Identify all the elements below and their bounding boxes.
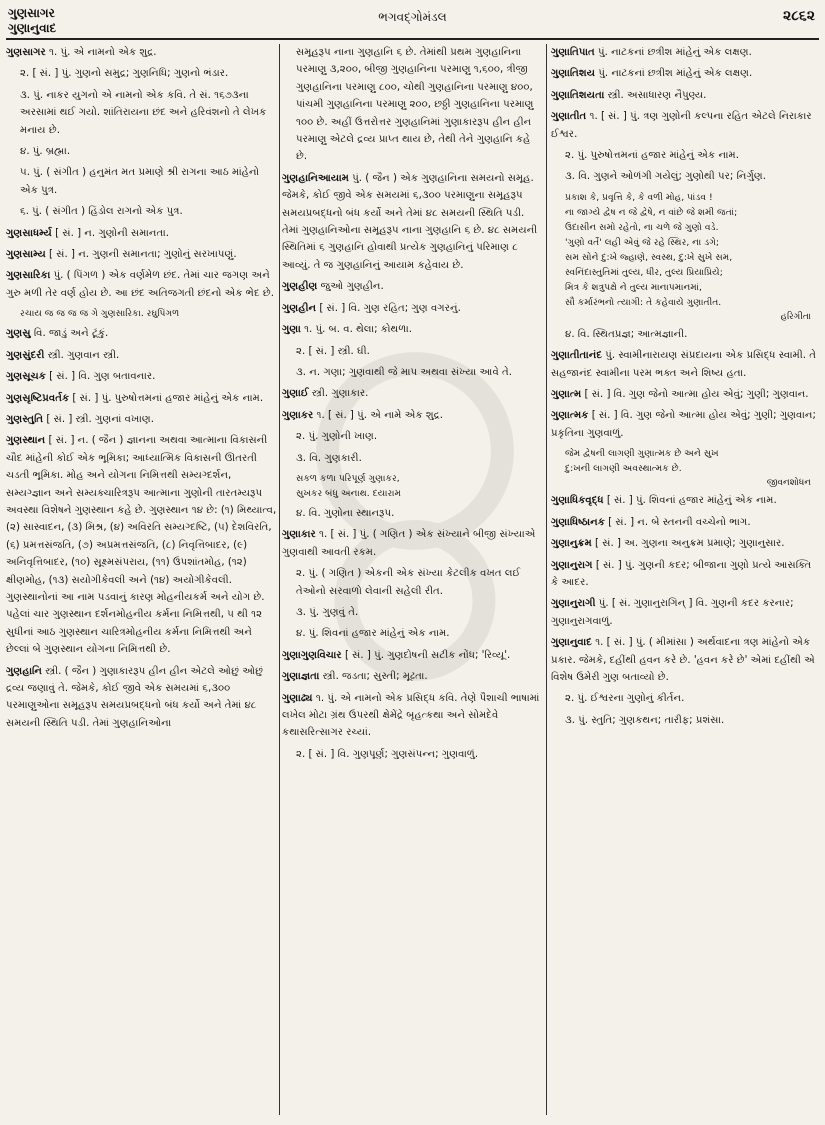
- dictionary-entry: [6, 368, 278, 385]
- dictionary-entry: [282, 668, 543, 685]
- entry-sense: ૩. પું. ગુણવું તે.: [296, 606, 359, 618]
- entry-definition: ૧. [ સં. ] પું. ત્રણ ગુણોની કલ્પના રહિત એટલે નિરાકાર ઈશ્વર.: [551, 111, 812, 140]
- entry-quotation: જેમ દ્વેષની લાગણી ગુણાત્મક છે અને સુખ દુ:ખની લાગણી અવસ્થાત્મક છે.: [565, 448, 719, 475]
- dictionary-entry: [6, 44, 278, 61]
- dictionary-entry: [551, 557, 817, 592]
- dictionary-entry: [551, 514, 817, 531]
- entry-headword: ગુણાધિકવૃદ્ધ: [551, 495, 604, 507]
- column-divider: [279, 44, 280, 1115]
- entry-definition: [ સં. ] ન. ( જૈન ) જ્ઞાનના અથવા આત્માના વિકાસની ચૌદ માંહેની કોઈ એક ભૂમિકા; આધ્યાત્મિક વિકાસની ઊતરતી ચડતી ભૂમિકા. મોહ અને યોગના નિમિત્તથી સમ્યગ્દર્શન, સમ્યગ્જ્ઞાન અને સમ્યક્ચારિત્રરૂપ આત્માના ગુણોની તારતમ્યરૂપ અવસ્થા વિશેષને ગુણસ્થાન કહે છે. ગુણસ્થાન ૧૪ છે: (૧) મિથ્યાત્વ, (૨) સાસ્વાદન, (૩) મિશ્ર, (૪) અવિરતિ સમ્યગ્દષ્ટિ, (૫) દેશવિરતિ, (૬) પ્રમત્તસંજતિ, (૭) અપ્રમત્તસંજતિ, (૮) નિવૃત્તિબાદર, (૯) અનિવૃત્તિબાદર, (૧૦) સૂક્ષ્મસંપરાય, (૧૧) ઉપશાંતમોહ, (૧૨) ક્ષીણમોહ, (૧૩) સયોગીકેવલી અને (૧૪) અયોગીકેવલી. ગુણસ્થાનોનાં આ નામ પડવાનું કારણ મોહનીયકર્મ અને યોગ છે. પહેલાં ચાર ગુણસ્થાન દર્શનમોહનીય કર્મના નિમિત્તથી, ૫ થી ૧૨ સુધીનાં આઠ ગુણસ્થાન ચારિત્રમોહનીય કર્મના નિમિત્તથી અને છેલ્લાં બે ગુણસ્થાન યોગના નિમિત્તથી છે.: [6, 435, 277, 656]
- entry-definition: પું. નાટકનાં છત્રીશ માંહેનું એક લક્ષણ.: [594, 47, 752, 58]
- entry-definition: ૧. પું. એ નામનો એક પ્રસિદ્ધ કવિ. તેણે પૈશાચી ભાષામાં લખેલ મોટા ગ્રંથ ઉપરથી ક્ષેમેંદ્રે બૃહત્કથા અને સોમદેવે કથાસરિત્સાગર રચ્યાં.: [282, 692, 540, 739]
- entry-definition: [ સં. ] વિ. ગુણ બતાવનાર.: [45, 371, 156, 383]
- entry-sense: ૨. પું. ઈશ્વરના ગુણોનું કીર્તન.: [565, 693, 685, 705]
- dictionary-entry: [282, 407, 543, 424]
- entry-sense: ૪. પું. બ્રહ્મા.: [20, 146, 71, 158]
- dictionary-entry: [551, 634, 817, 686]
- dictionary-entry: [551, 535, 817, 552]
- dictionary-entry: [282, 278, 543, 295]
- dictionary-entry: [6, 663, 278, 733]
- entry-headword: ગુણાનુરાગી: [551, 598, 596, 610]
- dictionary-entry: [282, 526, 543, 561]
- dictionary-entry: [551, 87, 817, 104]
- entry-headword: ગુણાકાર: [282, 529, 316, 541]
- entry-definition: [ સં. ] પું. પુરુષોત્તમનાં હજાર માંહેનું એક નામ.: [69, 392, 264, 404]
- entry-headword: ગુણહાનિઆયામ: [282, 172, 349, 184]
- dictionary-entry: [551, 44, 817, 61]
- dictionary-entry: [282, 170, 543, 274]
- dictionary-entry: [551, 492, 817, 509]
- entry-headword: ગુણાગુણવિચાર: [282, 649, 342, 661]
- entry-sense: ૨. પું. પુરુષોત્તમનાં હજાર માંહેનું એક નામ.: [565, 150, 739, 162]
- entry-quotation: સકળ કળા પરિપૂર્ણ ગુણાકર, સુખકર બંધુ અનાથ. દયારામ: [296, 472, 402, 499]
- entry-sense: ૬. પું. ( સંગીત ) હિંડોલ રાગનો એક પુત્ર.: [20, 206, 183, 218]
- dictionary-entry: [282, 385, 543, 402]
- entry-definition: ૧. [ સં. ] પું. એ નામે એક શુદ્ર.: [313, 409, 444, 421]
- entry-quotation: રચાય જ જ જ જ ગે ગુણસારિકા. રઘુપિંગળ: [20, 308, 180, 320]
- guide-word-first: ગુણસાગર: [8, 6, 55, 20]
- entry-definition: સ્ત્રી. જડતા; સુસ્તી; મૂઢતા.: [319, 671, 428, 683]
- entry-definition: ૧. [ સં. ] પું. ( ગણિત ) એક સંખ્યાને બીજી સંખ્યાએ ગુણવાથી આવતી રકમ.: [282, 529, 536, 558]
- entry-definition: [ સં. ] પું. ગુણદોષની સટીક નોંધ; 'રિવ્યૂ'.: [341, 649, 511, 661]
- entry-headword: ગુણસ્તુતિ: [6, 413, 44, 425]
- entry-definition: [ સં. ] અ. ગુણના અનુક્રમ પ્રમાણે; ગુણાનુસાર.: [591, 538, 785, 550]
- entry-definition: સ્ત્રી. ગુણવાન સ્ત્રી.: [44, 349, 120, 361]
- entry-definition: [ સં. ] વિ. ગુણ જેનો આત્મા હોય એવું; ગુણી; ગુણવાન; પ્રકૃતિના ગુણવાળું.: [551, 410, 816, 439]
- entry-headword: ગુણાનુક્રમ: [551, 538, 592, 550]
- entry-headword: ગુણાઢ્ય: [282, 692, 313, 704]
- entry-headword: ગુણાનુરાગ: [551, 559, 593, 571]
- dictionary-entry: [6, 267, 278, 302]
- entry-definition: [ સં. ] વિ. ગુણ જેનો આત્મા હોય એવું; ગુણી; ગુણવાન.: [581, 389, 809, 401]
- entry-headword: ગુણસામ્ય: [6, 249, 46, 261]
- quotation-source: જીવનશોધન: [766, 478, 811, 489]
- entry-sense: ૪. વિ. સ્થિતપ્રજ્ઞ; આત્મજ્ઞાની.: [565, 328, 688, 340]
- entry-headword: ગુણાનુવાદ: [551, 637, 592, 649]
- entry-sense: ૪. પું. શિવનાં હજાર માંહેનું એક નામ.: [296, 628, 450, 640]
- dictionary-entry: [6, 225, 278, 242]
- dictionary-entry: [551, 386, 817, 403]
- header-rule: [6, 38, 819, 40]
- entry-sense: ૩. પું. નાકર યુગનો એ નામનો એક કવિ. તે સં. ૧૬૭૩ના અરસામાં થઈ ગયો. શાંતિરાયના છંદ અને હરિવંશનો તે લેખક મનાય છે.: [20, 89, 267, 136]
- entry-headword: ગુણહીન: [282, 302, 317, 314]
- entry-headword: ગુણસાગર: [6, 47, 46, 58]
- entry-sense: ૩. વિ. ગુણકારી.: [296, 452, 362, 464]
- book-title: ભગવદ્ગોમંડલ: [378, 10, 447, 24]
- entry-headword: ગુણસૃષ્ટિપ્રવર્તક: [6, 392, 70, 404]
- entry-headword: ગુણાત્મક: [551, 410, 589, 422]
- entry-definition: પું. ( જૈન ) એક ગુણહાનિના સમયનો સમૂહ. જેમકે, કોઈ જીવે એક સમયમાં ૬,૩૦૦ પરમાણુના સમૂહરૂપ સમયપ્રબદ્ધનો બંધ કર્યો અને તેમાં ૪૮ સમયની સ્થિતિ પડી. તેમાં ગુણહાનિઓના સમૂહરૂપ નાના ગુણહાનિ ૬ છે. ૪૮ સમયની સ્થિતિમાં ૬ ગુણહાનિ હોવાથી પ્રત્યેક ગુણહાનિનું પરિમાણ ૮ આવ્યું. તે જ ગુણહાનિનું આયામ કહેવાય છે.: [282, 172, 538, 271]
- entry-sense: ૪. વિ. ગુણોના સ્થાનરૂપ.: [296, 507, 395, 519]
- entry-definition: જુઓ ગુણહીન.: [317, 281, 384, 293]
- dictionary-entry: [551, 347, 817, 382]
- entry-definition: [ સં. ] પું. ગુણની કદર; બીજાના ગુણો પ્રત્યે આસક્તિ કે આદર.: [551, 559, 812, 588]
- entry-sense: ૨. પું. ( ગણિત ) એકની એક સંખ્યા કેટલીક વખત લઈ તેઓનો સરવાળો લેવાની સહેલી રીત.: [296, 568, 521, 597]
- page-header: [0, 0, 825, 36]
- entry-headword: ગુણાજ્ઞતા: [282, 671, 320, 683]
- dictionary-entry: [551, 108, 817, 143]
- entry-definition: [ સં. ] ન. બે સ્તનની વચ્ચેનો ભાગ.: [604, 516, 751, 528]
- entry-definition: [ સં. ] વિ. ગુણ રહિત; ગુણ વગરનું.: [316, 302, 461, 314]
- entry-definition: [ સં. ] ન. ગુણોની સમાનતા.: [51, 227, 169, 239]
- entry-headword: ગુણાધિષ્ઠાનક: [551, 516, 605, 528]
- entry-headword: ગુણહીણ: [282, 281, 318, 293]
- quotation-source: હરિગીતા: [780, 311, 811, 322]
- entry-headword: ગુણસ્થાન: [6, 435, 46, 447]
- entry-definition: પું. સ્વામીનારાયણ સંપ્રદાયના એક પ્રસિદ્ધ સ્વામી. તે સહજાનંદ સ્વામીના પરમ ભક્ત અને શિષ્ય હતા.: [551, 350, 816, 379]
- entry-headword: ગુણાકર: [282, 409, 314, 421]
- entry-headword: ગુણા: [282, 324, 301, 336]
- column-2: [282, 44, 543, 1119]
- entry-headword: ગુણાત્મ: [551, 389, 582, 401]
- dictionary-entry: [551, 65, 817, 82]
- entry-definition: સ્ત્રી. ( જૈન ) ગુણાકારરૂપ હીન હીન એટલે ઓછું ઓછું દ્રવ્ય જણાવું તે. જેમકે, કોઈ જીવે એક સમયમાં ૬,૩૦૦ પરમાણુઓના સમૂહરૂપ સમયપ્રબદ્ધનો બંધ કર્યો અને તેમાં ૪૮ સમયની સ્થિતિ પડી. તેમાં ગુણહાનિઓના: [6, 665, 264, 729]
- column-3: [551, 44, 817, 1119]
- dictionary-entry: [551, 595, 817, 630]
- entry-definition: ૧. પું. બ. વ. થેલા; કોથળા.: [300, 324, 413, 336]
- entry-definition: સ્ત્રી. ગુણાકાર.: [308, 388, 369, 400]
- entry-headword: ગુણહાનિ: [6, 665, 42, 677]
- dictionary-entry: [551, 407, 817, 442]
- entry-definition: પું. ( પિંગળ ) એક વર્ણમેળ છંદ. તેમાં ચાર જગણ અને ગુરુ મળી તેર વર્ણ હોય છે. આ છંદ અતિજગતી છંદનો એક ભેદ છે.: [6, 270, 274, 299]
- entry-sense: સમૂહરૂપ નાના ગુણહાનિ ૬ છે. તેમાંથી પ્રથમ ગુણહાનિના પરમાણુ ૩,૨૦૦, બીજી ગુણહાનિના પરમાણુ ૧,૬૦૦, ત્રીજી ગુણહાનિના પરમાણુ ૮૦૦, ચોથી ગુણહાનિના પરમાણુ ૪૦૦, પાંચમી ગુણહાનિના પરમાણુ ૨૦૦, છઠ્ઠી ગુણહાનિના પરમાણુ ૧૦૦ છે. અહીં ઉત્તરોત્તર ગુણહાનિમાં ગુણાકારરૂપ હીન હીન પરમાણુ એટલે દ્રવ્ય પ્રાપ્ત થાય છે, તેથી તેને ગુણહાનિ કહે છે.: [296, 47, 534, 163]
- entry-headword: ગુણસારિકા: [6, 270, 51, 282]
- column-divider: [546, 44, 547, 1115]
- dictionary-entry: [6, 347, 278, 364]
- entry-headword: ગુણસુ: [6, 328, 31, 340]
- entry-headword: ગુણાતીતાનંદ: [551, 350, 603, 362]
- entry-sense: ૩. વિ. ગુણને ઓળંગી ગયેલું; ગુણોથી પર; નિર્ગુણ.: [565, 171, 767, 183]
- dictionary-entry: [282, 647, 543, 664]
- entry-headword: ગુણાતિશય: [551, 68, 596, 80]
- entry-headword: ગુણાતિશયતા: [551, 89, 605, 101]
- entry-headword: ગુણસૂચક: [6, 371, 46, 383]
- entry-sense: ૩. પું. સ્તુતિ; ગુણકથન; તારીફ; પ્રશંસા.: [565, 714, 725, 726]
- page-number: ૨૮૬૨: [783, 8, 815, 24]
- entry-sense: ૨. [ સં. ] વિ. ગુણપૂર્ણ; ગુણસંપન્ન; ગુણવાળું.: [296, 748, 479, 760]
- dictionary-entry: [282, 321, 543, 338]
- dictionary-entry: [282, 300, 543, 317]
- entry-sense: ૨. [ સં. ] સ્ત્રી. ઘી.: [296, 345, 370, 357]
- entry-headword: ગુણાતિપાત: [551, 47, 595, 58]
- dictionary-entry: [6, 432, 278, 658]
- dictionary-entry: [6, 411, 278, 428]
- entry-headword: ગુણાઈ: [282, 388, 309, 400]
- entry-headword: ગુણાતીત: [551, 111, 587, 123]
- dictionary-entry: [6, 390, 278, 407]
- entry-definition: પું. [ સં. ગુણાનુરાગિન્ ] વિ. ગુણની કદર કરનાર; ગુણાનુરાગવાળું.: [551, 598, 794, 627]
- dictionary-entry: [6, 325, 278, 342]
- entry-headword: ગુણસાધર્મ્ય: [6, 227, 52, 239]
- entry-definition: સ્ત્રી. અસાધારણ નૈપુણ્ય.: [604, 89, 707, 101]
- entry-definition: ૧. પું. એ નામનો એક શુદ્ર.: [45, 47, 157, 58]
- column-1: [6, 44, 278, 1119]
- entry-sense: ૫. પું. ( સંગીત ) હનુમંત મત પ્રમાણે શ્રી રાગના આઠ માંહેનો એક પુત્ર.: [20, 167, 260, 196]
- guide-word-last: ગુણાનુવાદ: [8, 21, 57, 35]
- entry-sense: ૩. ન. ગણા; ગુણવાથી જે માપ અથવા સંખ્યા આવે તે.: [296, 366, 513, 378]
- entry-sense: ૨. [ સં. ] પું. ગુણનો સમુદ્ર; ગુણનિધિ; ગુણનો ભંડાર.: [20, 68, 229, 80]
- entry-quotation: પ્રકાશ કે, પ્રવૃત્તિ કે, કે વળી મોહ, પાંડવ ! ના જાગ્યે દ્વેષ ન જે દ્વેષે, ન વાંછે જે શમી જતાં; ઉદાસીન સમો રહેતો, ના ચળે જે ગુણો વડે. 'ગુણો વર્તે' લહી એવું જે રહે સ્થિર, ના ડગે; સમ સોને દુ:ખે જ્હાણે, સ્વસ્થ, દુ:ખે સુખે સમ, સ્વનિંદાસ્તુતિમાં તુલ્ય, ધીર, તુલ્ય પ્રિયાપ્રિયે; મિત્ર કે શત્રુપક્ષે ને તુલ્ય માનાપમાનમાં, સૌ કર્મારંભનો ત્યાગી: તે કહેવાયે ગુણાતીત.: [565, 191, 738, 308]
- dictionary-entry: [282, 690, 543, 742]
- entry-sense: ૨. પું. ગુણોની ખાણ.: [296, 431, 378, 443]
- entry-headword: ગુણસુંદરી: [6, 349, 45, 361]
- entry-definition: [ સં. ] ન. ગુણની સમાનતા; ગુણોનું સરખાપણું.: [45, 249, 237, 261]
- entry-definition: [ સં. ] પું. શિવનાં હજાર માંહેનું એક નામ.: [603, 495, 777, 507]
- entry-definition: [ સં. ] સ્ત્રી. ગુણનાં વખાણ.: [43, 413, 154, 425]
- dictionary-entry: [6, 246, 278, 263]
- entry-definition: ૧. [ સં. ] પું. ( મીમાંસા ) અર્થવાદના ત્રણ માંહેનો એક પ્રકાર. જેમકે, દહીંથી હવન કરે છે. 'હવન કરે છે' એમાં દહીંથી એ વિશેષ ઉમેરી ગુણ બતાવ્યો છે.: [551, 637, 815, 683]
- entry-definition: વિ. જાડું અને ટૂંકું.: [30, 328, 109, 340]
- entry-definition: પું. નાટકનાં છત્રીશ માંહેનું એક લક્ષણ.: [595, 68, 753, 80]
